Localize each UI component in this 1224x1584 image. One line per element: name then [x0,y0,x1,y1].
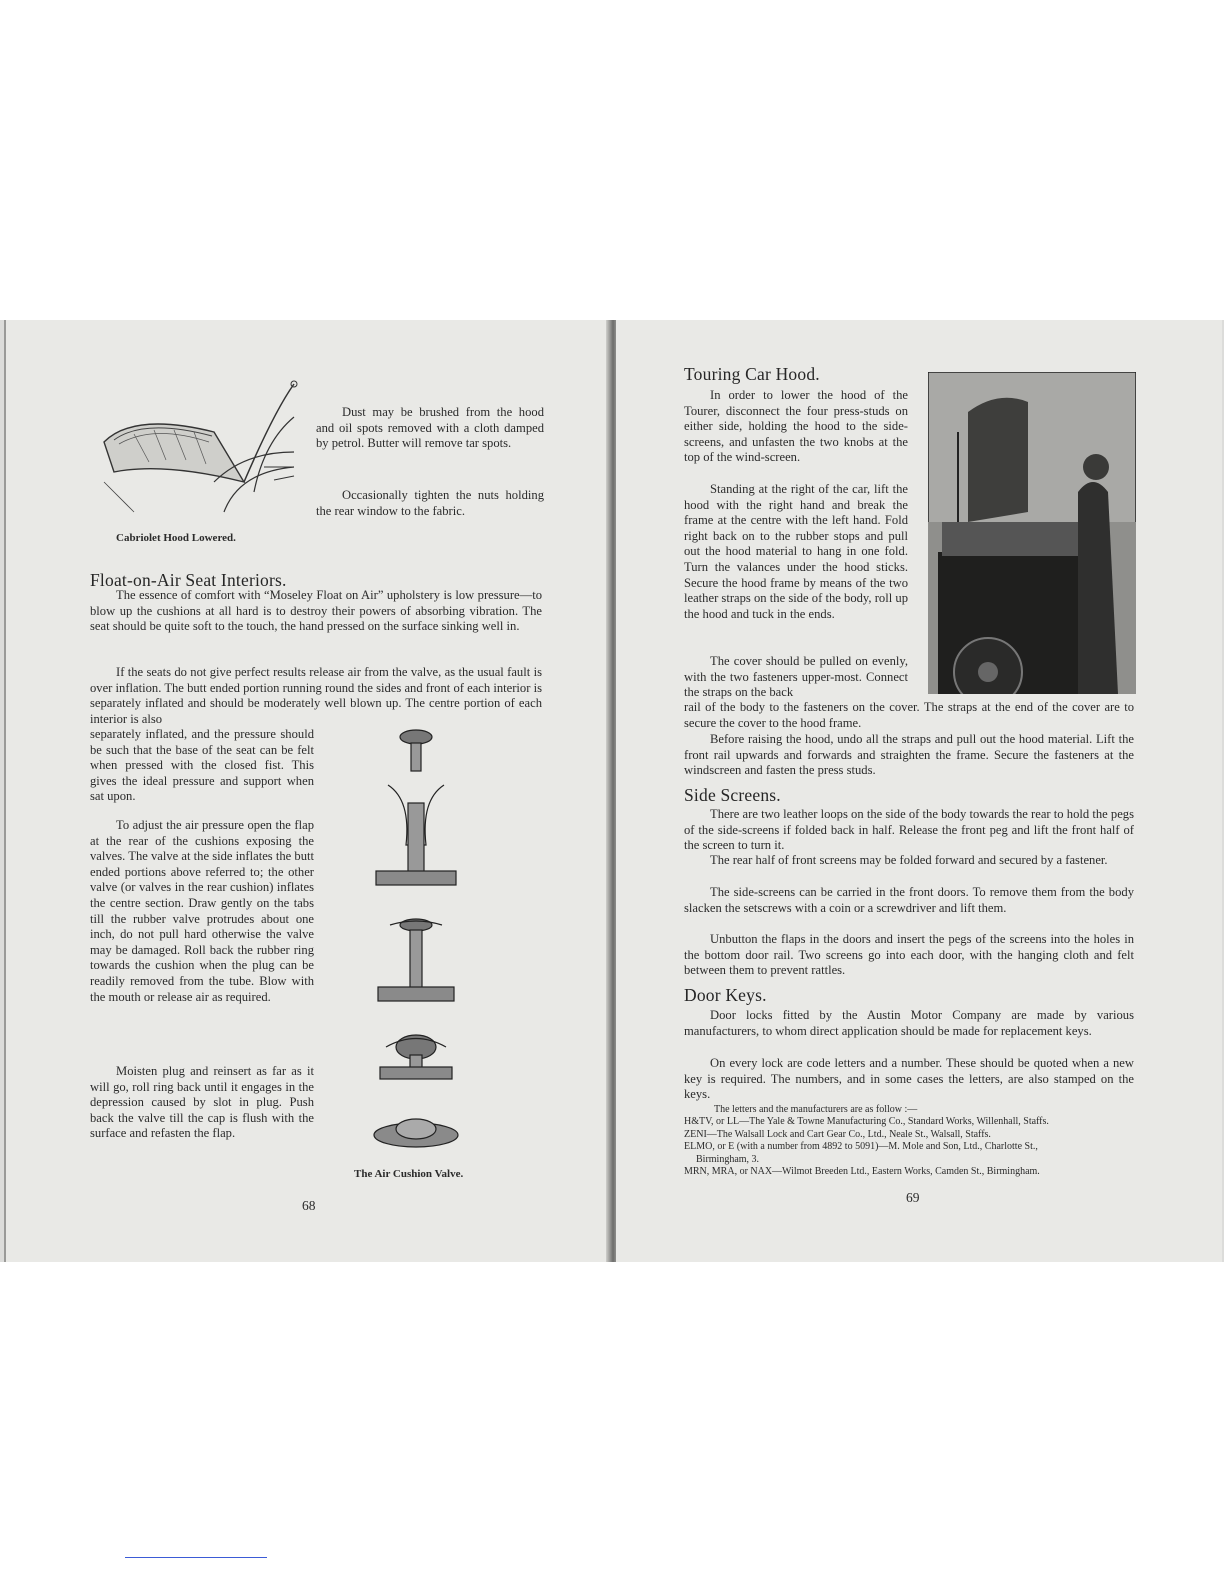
right-page [616,320,1222,1262]
manufacturer-entry: ELMO, or E (with a number from 4892 to 5091)—M. Mole and Son, Ltd., Charlotte St., [684,1141,1038,1153]
manufacturer-entry: ZENI—The Walsall Lock and Cart Gear Co., Ltd., Neale St., Walsall, Staffs. [684,1128,991,1140]
float-paragraph-3: To adjust the air pressure open the flap at the rear of the cushions exposing the valves. The valve at the side inflates the butt ended portions above referred to; the other valve (or valves in the rear cushion) inflates the centre section. Draw gently on the tabs till the rubber valve protrudes about one inch, do not pull hard otherwise the valve may be damaged. Roll back the rubber ring towards the cushion when the plug can be readily removed from the tube. Blow with the mouth or release air as required. [90,818,314,1004]
float-paragraph-2b: separately inflated, and the pressure should be such that the base of the seat can be felt when pressed with the closed fist. This gives the ideal pressure and support when sat upon. [90,727,314,804]
manufacturer-entry: H&TV, or LL—The Yale & Towne Manufacturing Co., Standard Works, Willenhall, Staffs. [684,1116,1049,1128]
touring-car-photo [928,372,1136,694]
side-paragraph-1: There are two leather loops on the side of the body towards the rear to hold the pegs of the side-screens if folded back in half. Release the front peg and lift the front half of the screen to turn it. [684,807,1134,853]
door-paragraph-1: Door locks fitted by the Austin Motor Company are made by various manufacturers, to whom direct application should be made for replacement keys. [684,1008,1134,1038]
side-paragraph-4: Unbutton the flaps in the doors and insert the pegs of the screens into the holes in the bottom door rail. Two screens go into each door, with the hanging cloth and felt between them to prevent rattles. [684,932,1134,978]
float-paragraph-4: Moisten plug and reinsert as far as it will go, roll ring back until it engages in the depression caused by slot in plug. Push back the valve till the cap is flush with the surface and refasten the flap. [90,1064,314,1141]
touring-paragraph-3a: The cover should be pulled on evenly, with the two fasteners upper-most. Connect the straps on the back [684,654,908,700]
hyperlink-underline[interactable] [125,1557,267,1558]
book-spread [0,320,1224,1262]
touring-paragraph-1: In order to lower the hood of the Tourer, disconnect the four press-studs on either side, holding the hood to the side-screens, and unfasten the two knobs at the top of the wind-screen. [684,388,908,465]
door-keys-heading: Door Keys. [684,985,767,1005]
intro-paragraph-dust: Dust may be brushed from the hood and oil spots removed with a cloth damped by petrol. Butter will remove tar spots. [316,405,544,451]
touring-paragraph-3b: rail of the body to the fasteners on the cover. The straps at the end of the cover are to secure the cover to the hood frame. [684,700,1134,730]
page-number-69: 69 [906,1190,920,1205]
side-paragraph-2: The rear half of front screens may be folded forward and secured by a fastener. [710,853,1108,867]
page-number-68: 68 [302,1198,316,1213]
touring-paragraph-4: Before raising the hood, undo all the straps and pull out the hood material. Lift the front rail upwards and forwards and straighten the frame. Secure the fasteners at the windscreen and fasten the press studs. [684,732,1134,778]
side-screens-heading: Side Screens. [684,785,781,805]
cabriolet-hood-illustration [94,372,304,522]
air-cushion-valve-illustration [366,725,466,1165]
intro-paragraph-nuts: Occasionally tighten the nuts holding the rear window to the fabric. [316,488,544,518]
float-paragraph-2a: If the seats do not give perfect results release air from the valve, as the usual fault is over inflation. The butt ended portion running round the sides and front of each interior is separately inflated and should be moderately well blown up. The centre portion of each interior is also [90,665,542,726]
float-paragraph-1: The essence of comfort with “Moseley Float on Air” upholstery is low pressure—to blow up the cushions at all hard is to destroy their powers of absorbing vibration. The seat should be quite soft to the touch, the hand pressed on the surface sinking well in. [90,588,542,634]
manufacturers-list [684,1104,1134,1178]
cabriolet-figure-caption: Cabriolet Hood Lowered. [116,532,236,544]
air-cushion-valve-caption: The Air Cushion Valve. [354,1168,464,1180]
float-on-air-heading: Float-on-Air Seat Interiors. [90,570,287,590]
touring-paragraph-2: Standing at the right of the car, lift the hood with the right hand and break the frame at the centre with the left hand. Fold right back on to the rubber stops and pull out the hood material to hang in one fold. Turn the valances under the hood sticks. Secure the hood frame by means of the two leather straps on the side of the body, roll up the hood and tuck in the ends. [684,482,908,621]
manufacturer-entry: Birmingham, 3. [696,1153,760,1165]
manufacturers-intro: The letters and the manufacturers are as follow :— [714,1104,918,1115]
manufacturer-entry: MRN, MRA, or NAX—Wilmot Breeden Ltd., Eastern Works, Camden St., Birmingham. [684,1166,1040,1178]
side-paragraph-3: The side-screens can be carried in the front doors. To remove them from the body slacken the setscrews with a coin or a screwdriver and lift them. [684,885,1134,915]
left-page [4,320,612,1262]
touring-car-hood-heading: Touring Car Hood. [684,364,820,384]
door-paragraph-2: On every lock are code letters and a number. These should be quoted when a new key is required. The numbers, and in some cases the letters, are also stamped on the keys. [684,1056,1134,1102]
